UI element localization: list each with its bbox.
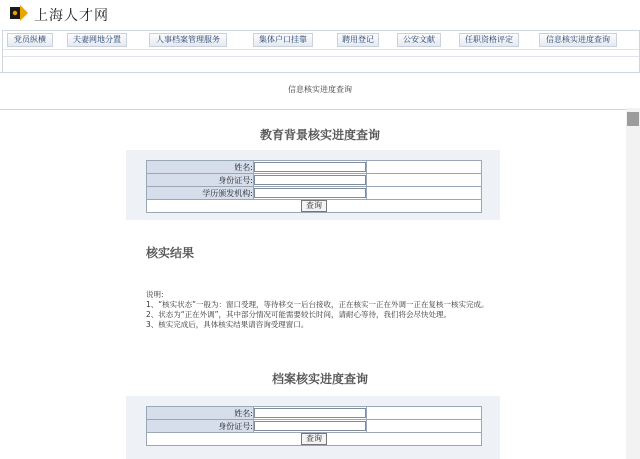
nav-item-collective-hukou[interactable]: 集体户口挂靠	[253, 33, 313, 47]
name-field-cell	[254, 407, 367, 420]
site-name[interactable]: 上海人才网	[34, 8, 109, 24]
result-title: 核实结果	[146, 246, 195, 260]
id-label: 身份证号:	[147, 420, 254, 433]
submit-cell	[147, 433, 482, 446]
edu-id-input[interactable]	[254, 175, 366, 185]
nav-item-employment[interactable]: 聘用登记	[337, 33, 379, 47]
name-label: 姓名:	[147, 161, 254, 174]
page-title: 信息核实进度查询	[288, 85, 352, 94]
form-row-submit	[147, 433, 482, 446]
id-field-cell	[254, 420, 367, 433]
edu-section-title: 教育背景核实进度查询	[259, 128, 380, 142]
site-logo-icon[interactable]	[8, 4, 30, 22]
note-item: 3、核实完成后，具体核实结果请咨询受理窗口。	[146, 320, 309, 329]
nav-item-verification-progress[interactable]: 信息核实进度查询	[539, 33, 617, 47]
nav-divider	[3, 56, 639, 57]
edu-query-button[interactable]: 查询	[301, 200, 327, 212]
institution-label: 学历颁发机构:	[147, 187, 254, 200]
nav-item-party[interactable]: 党员纵横	[7, 33, 53, 47]
nav-item-personnel-archive[interactable]: 人事档案管理服务	[149, 33, 227, 47]
nav-item-qualification[interactable]: 任职资格评定	[459, 33, 519, 47]
scrollbar-thumb[interactable]	[627, 112, 639, 126]
nav-item-spouse[interactable]: 夫妻网地分置	[67, 33, 127, 47]
archive-section-title: 档案核实进度查询	[271, 372, 368, 386]
empty-cell	[367, 420, 482, 433]
edu-query-form	[146, 160, 482, 213]
notes-title: 说明:	[146, 290, 164, 299]
empty-cell	[367, 161, 482, 174]
nav-row	[3, 33, 639, 47]
edu-name-input[interactable]	[254, 162, 366, 172]
empty-cell	[367, 187, 482, 200]
form-row-id	[147, 420, 482, 433]
form-row-name	[147, 407, 482, 420]
empty-cell	[367, 407, 482, 420]
institution-field-cell	[254, 187, 367, 200]
scrollbar-track[interactable]	[626, 108, 640, 459]
result-notes	[146, 290, 496, 330]
form-row-name	[147, 161, 482, 174]
form-row-institution	[147, 187, 482, 200]
note-item: 2、状态为“正在外调”，其中部分情况可能需要较长时间，请耐心等待，我们将会尽快处理。	[146, 310, 452, 319]
nav-divider	[3, 49, 639, 50]
form-row-submit	[147, 200, 482, 213]
submit-cell	[147, 200, 482, 213]
form-row-id	[147, 174, 482, 187]
nav-item-public-security[interactable]: 公安文献	[397, 33, 441, 47]
id-label: 身份证号:	[147, 174, 254, 187]
name-field-cell	[254, 161, 367, 174]
note-item: 1、“核实状态”一般为：窗口受理，等待移交一后台接收，正在核实一正在外调一正在复核一核实完成。	[146, 300, 489, 309]
id-field-cell	[254, 174, 367, 187]
archive-query-form	[146, 406, 482, 446]
archive-name-input[interactable]	[254, 408, 366, 418]
nav-bar	[2, 30, 640, 73]
edu-institution-input[interactable]	[254, 188, 366, 198]
archive-query-button[interactable]: 查询	[301, 433, 327, 445]
empty-cell	[367, 174, 482, 187]
archive-id-input[interactable]	[254, 421, 366, 431]
site-header	[0, 0, 640, 30]
name-label: 姓名:	[147, 407, 254, 420]
